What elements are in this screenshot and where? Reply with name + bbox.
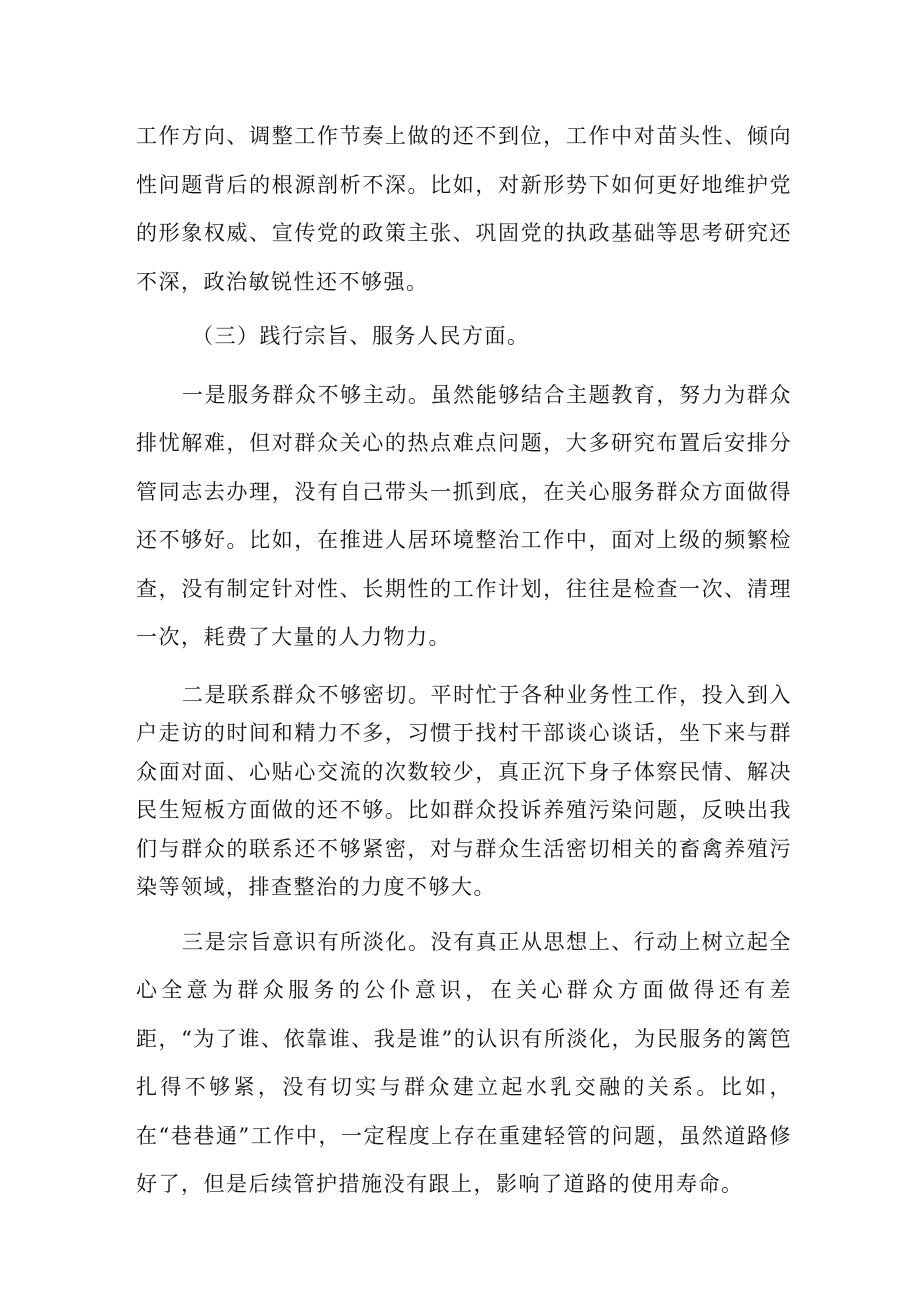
paragraph-contact-masses: 二是联系群众不够密切。平时忙于各种业务性工作，投入到入户走访的时间和精力不多，习惯于找村干部谈心谈话，坐下来与群众面对面、心贴心交流的次数较少，真正沉下身子体察民情、解决民生短板方面做的还不够。比如群众投诉养殖污染问题，反映出我们与群众的联系还不够紧密，对与群众生活密切相关的畜禽养殖污染等领域，排查整治的力度不够大。 <box>136 682 792 899</box>
paragraph-service-initiative: 一是服务群众不够主动。虽然能够结合主题教育，努力为群众排忧解难，但对群众关心的热点难点问题，大多研究布置后安排分管同志去办理，没有自己带头一抓到底，在关心服务群众方面做得还不够好。比如，在推进人居环境整治工作中，面对上级的频繁检查，没有制定针对性、长期性的工作计划，往往是检查一次、清理一次，耗费了大量的人力物力。 <box>136 382 792 649</box>
document-page <box>136 112 792 1209</box>
section-heading: （三）践行宗旨、服务人民方面。 <box>192 324 530 348</box>
paragraph-purpose-awareness: 三是宗旨意识有所淡化。没有真正从思想上、行动上树立起全心全意为群众服务的公仆意识，在关心群众方面做得还有差距，“为了谁、依靠谁、我是谁”的认识有所淡化，为民服务的篱笆扎得不够紧，没有切实与群众建立起水乳交融的关系。比如，在“巷巷通”工作中，一定程度上存在重建轻管的问题，虽然道路修好了，但是后续管护措施没有跟上，影响了道路的使用寿命。 <box>136 929 792 1196</box>
paragraph-continuation: 工作方向、调整工作节奏上做的还不到位，工作中对苗头性、倾向性问题背后的根源剖析不深。比如，对新形势下如何更好地维护党的形象权威、宣传党的政策主张、巩固党的执政基础等思考研究还不深，政治敏锐性还不够强。 <box>136 124 792 294</box>
